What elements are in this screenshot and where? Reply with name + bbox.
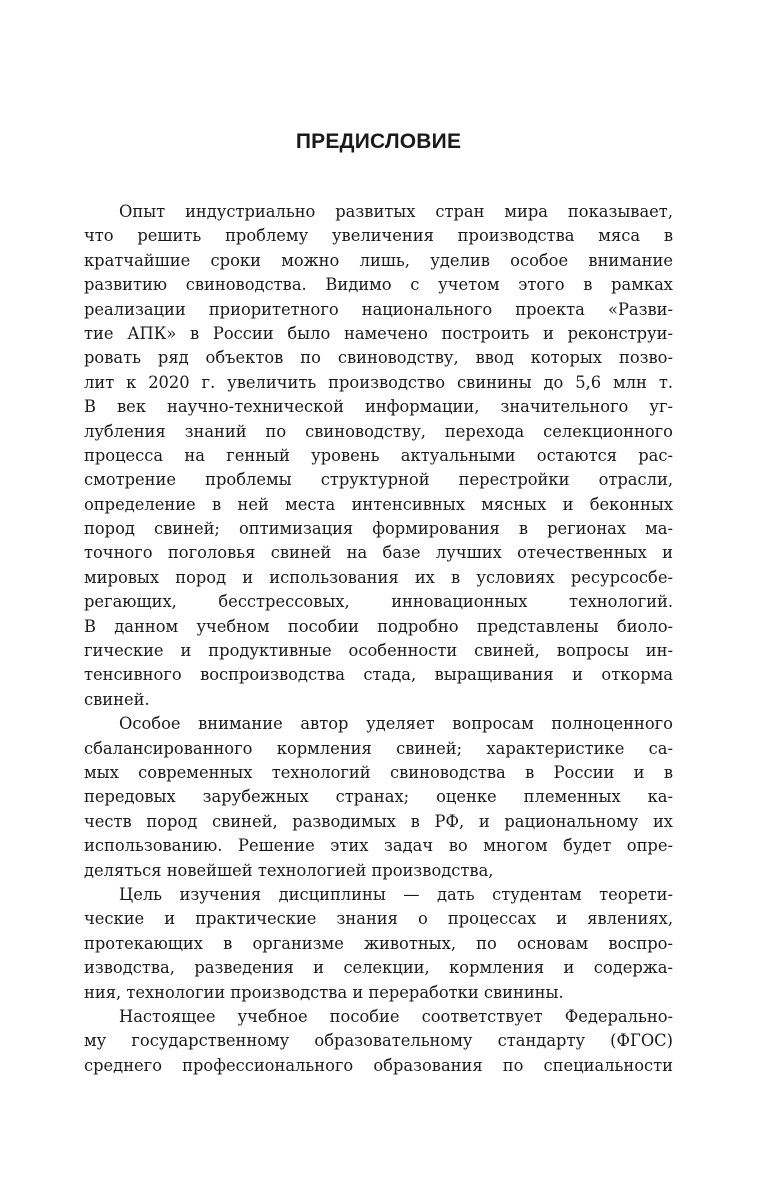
page-title: ПРЕДИСЛОВИЕ (295, 130, 462, 153)
text-line: протекающих в организме животных, по основам воспро- (84, 933, 673, 953)
text-line: В данном учебном пособии подробно представлены биоло- (84, 616, 673, 636)
text-line: тенсивного воспроизводства стада, выращивания и откорма (84, 665, 673, 685)
paragraph-4 (84, 1005, 673, 1078)
text-line: гические и продуктивные особенности свиней, вопросы ин- (84, 641, 673, 661)
text-line: Настоящее учебное пособие соответствует Федерально- (119, 1006, 673, 1026)
text-line: Опыт индустриально развитых стран мира показывает, (119, 202, 673, 221)
text-line: смотрение проблемы структурной перестройки отрасли, (84, 470, 673, 490)
text-line: что решить проблему увеличения производства мяса в (84, 226, 673, 246)
text-line: лит к 2020 г. увеличить производство свинины до 5,6 млн т. (84, 372, 673, 392)
text-line: точного поголовья свиней на базе лучших отечественных и (84, 543, 673, 563)
text-line: ческие и практические знания о процессах и явлениях, (84, 909, 673, 929)
text-line: среднего профессионального образования по специальности (84, 1055, 673, 1075)
text-line: В век научно-технической информации, значительного уг- (84, 397, 673, 417)
text-line: тие АПК» в России было намечено построить и реконструи- (84, 323, 673, 343)
paragraph-3 (84, 883, 673, 1005)
text-line: деляться новейшей технологией производства, (84, 860, 494, 880)
text-line: мировых пород и использования их в условиях ресурсосбе- (84, 567, 673, 587)
text-line: Особое внимание автор уделяет вопросам полноценного (119, 714, 673, 734)
text-line: изводства, разведения и селекции, кормления и содержа- (84, 958, 673, 978)
text-line: лубления знаний по свиноводству, перехода селекционного (84, 421, 673, 441)
paragraph-2 (84, 712, 673, 883)
paragraph-1 (84, 200, 673, 712)
text-line: ния, технологии производства и переработки свинины. (84, 982, 564, 1002)
text-line: честв пород свиней, разводимых в РФ, и рациональному их (84, 811, 673, 831)
text-line: использованию. Решение этих задач во многом будет опре- (84, 836, 673, 856)
text-line: пород свиней; оптимизация формирования в регионах ма- (84, 519, 673, 539)
text-line: кратчайшие сроки можно лишь, уделив особое внимание (84, 250, 673, 270)
text-line: му государственному образовательному стандарту (ФГОС) (84, 1031, 673, 1051)
text-line: Цель изучения дисциплины — дать студентам теорети- (119, 884, 673, 904)
text-line: ровать ряд объектов по свиноводству, ввод которых позво- (84, 348, 673, 368)
text-line: мых современных технологий свиноводства в России и в (84, 762, 673, 782)
text-line: определение в ней места интенсивных мясных и беконных (84, 494, 673, 514)
text-line: реализации приоритетного национального проекта «Разви- (84, 299, 673, 319)
text-line: свиней. (84, 689, 150, 709)
text-line: развитию свиноводства. Видимо с учетом этого в рамках (84, 275, 673, 295)
text-line: сбалансированного кормления свиней; характеристике са- (84, 738, 673, 758)
text-line: передовых зарубежных странах; оценке племенных ка- (84, 787, 673, 807)
body-text (84, 200, 673, 1078)
text-line: регающих, бесстрессовых, инновационных технологий. (84, 592, 673, 612)
text-line: процесса на генный уровень актуальными остаются рас- (84, 445, 673, 465)
